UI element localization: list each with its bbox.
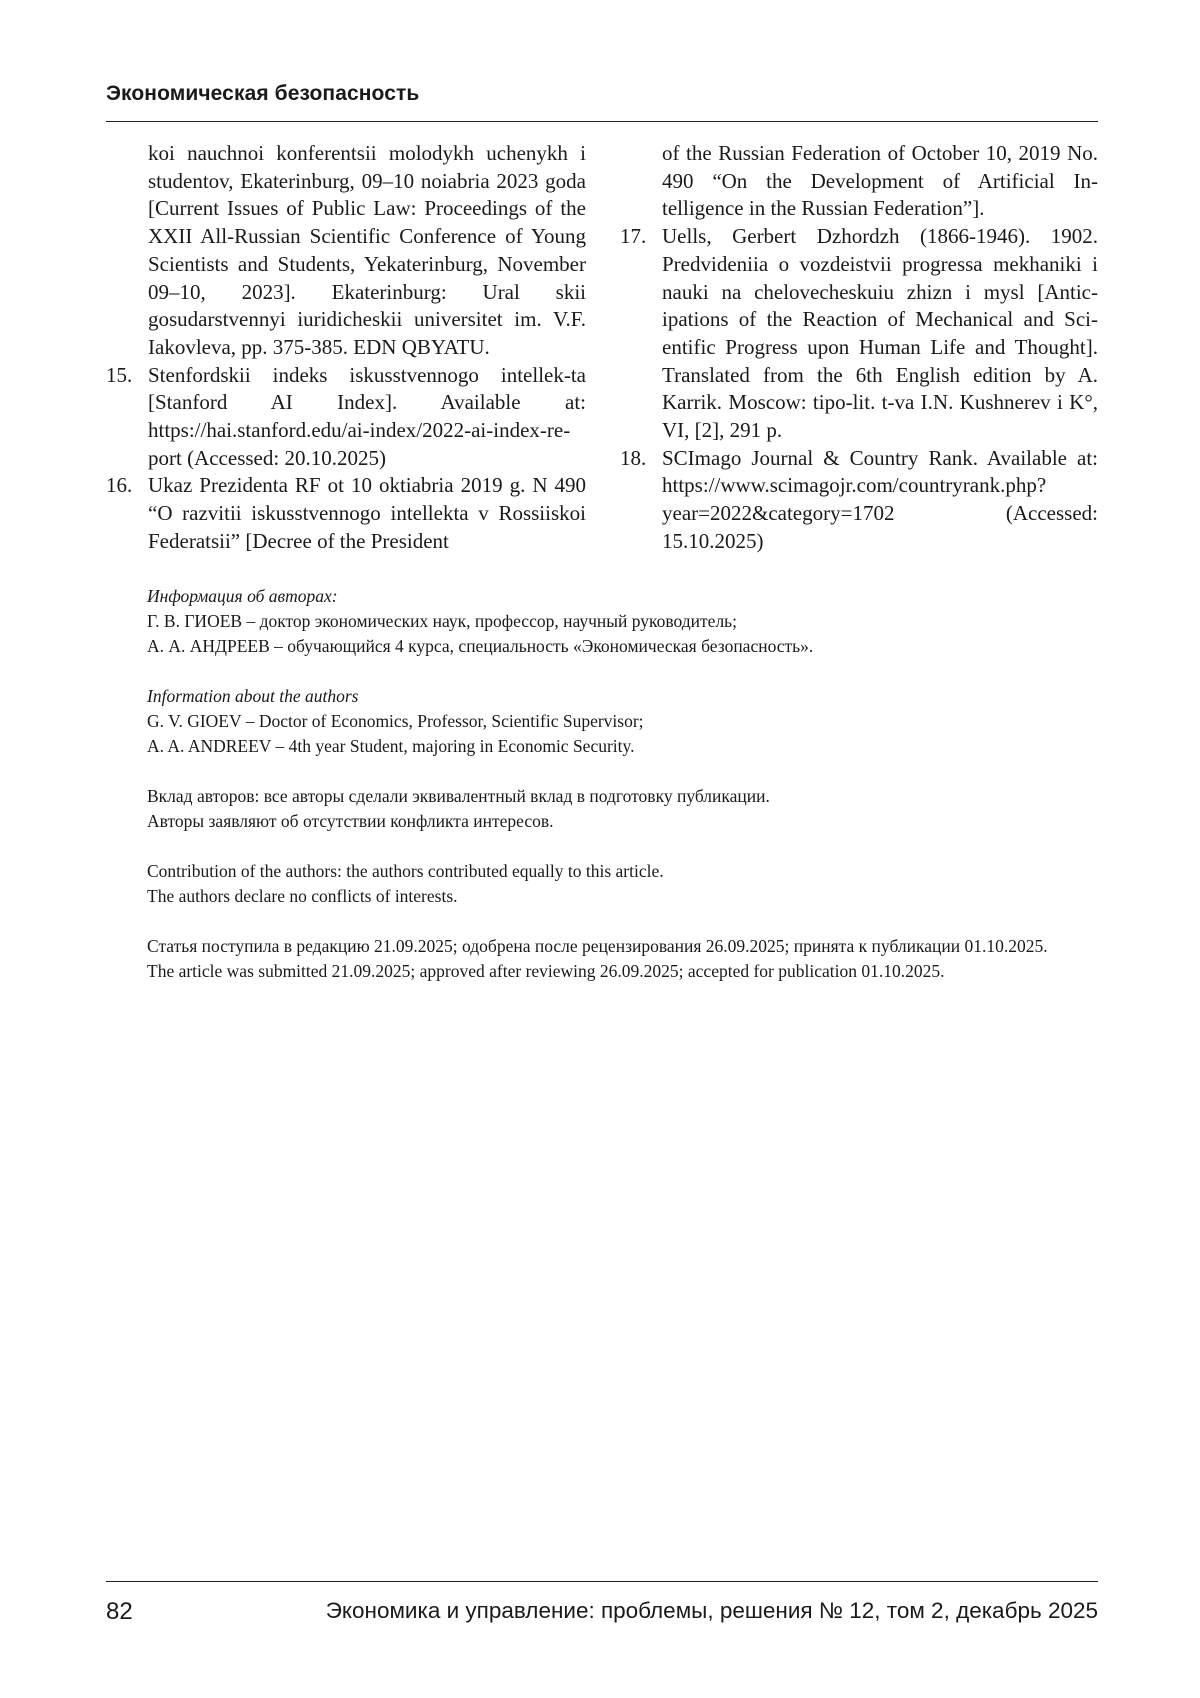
author-gioev-ru: Г. В. ГИОЕВ – доктор экономических наук, профессор, научный руководитель; — [147, 611, 738, 631]
contribution-ru-line: Вклад авторов: все авторы сделали эквивалентный вклад в подготовку публикации. — [147, 786, 770, 806]
authors-info-ru — [147, 584, 1098, 659]
dates-en: The article was submitted 21.09.2025; approved after reviewing 26.09.2025; accepted for publication 01.10.2025. — [147, 961, 945, 981]
reference-item — [620, 223, 1098, 445]
contribution-en — [147, 859, 1098, 909]
reference-item — [106, 472, 586, 555]
reference-item — [620, 140, 1098, 223]
authors-info-ru-heading: Информация об авторах: — [147, 586, 338, 606]
reference-item — [106, 362, 586, 473]
author-gioev-en: G. V. GIOEV – Doctor of Economics, Professor, Scientific Supervisor; — [147, 711, 644, 731]
reference-item — [620, 445, 1098, 556]
reference-text: koi nauchnoi konferentsii molodykh uchenykh i studentov, Ekaterinburg, 09–10 noiabria 2023 goda [Current Issues of Public Law: Proceedings of the XXII All-Russian Scientific Conference of Young Scientists and Students, Yekaterinburg, November 09–10, 2023]. Ekaterinburg: Ural skii gosudarstvennyi iuridicheskii universitet im. V.F. Iakovleva, pp. 375-385. EDN QBYATU. — [148, 141, 586, 359]
reference-text: SCImago Journal & Country Rank. Available at: https://www.scimagojr.com/countryrank.php?year=2022&category=1702 (Accessed: 15.10.2025) — [662, 445, 1098, 553]
reference-text: Ukaz Prezidenta RF ot 10 oktiabria 2019 g. N 490 “O razvitii iskusstvennogo intellekta v Rossiiskoi Federatsii” [Decree of the President — [148, 473, 586, 553]
author-andreev-en: A. A. ANDREEV – 4th year Student, majoring in Economic Security. — [147, 736, 635, 756]
header-rule — [106, 121, 1098, 122]
reference-number: 18. — [620, 445, 647, 470]
reference-number: 15. — [106, 362, 133, 387]
authors-info-en — [147, 684, 1098, 759]
reference-text: of the Russian Federation of October 10, 2019 No. 490 “On the Development of Artificial In-telligence in the Russian Federation”]. — [662, 141, 1098, 221]
article-dates — [147, 934, 1098, 984]
contribution-en-line: Contribution of the authors: the authors contributed equally to this article. — [147, 861, 664, 881]
reference-number: 16. — [106, 473, 133, 498]
author-andreev-ru: А. А. АНДРЕЕВ – обучающийся 4 курса, специальность «Экономическая безопасность». — [147, 636, 814, 656]
page-number: 82 — [106, 1598, 133, 1625]
footer-rule — [106, 1581, 1098, 1582]
running-header-title: Экономическая безопасность — [106, 82, 420, 105]
references-column-left — [106, 140, 586, 556]
journal-footer: Экономика и управление: проблемы, решения № 12, том 2, декабрь 2025 — [325, 1598, 1098, 1623]
references-column-right — [620, 140, 1098, 556]
reference-number: 17. — [620, 224, 647, 249]
conflict-ru-line: Авторы заявляют об отсутствии конфликта интересов. — [147, 811, 554, 831]
reference-item — [106, 140, 586, 362]
reference-text: Stenfordskii indeks iskusstvennogo intellek-ta [Stanford AI Index]. Available at: https://hai.stanford.edu/ai-index/2022-ai-index-re-port (Accessed: 20.10.2025) — [148, 362, 586, 470]
dates-ru: Статья поступила в редакцию 21.09.2025; одобрена после рецензирования 26.09.2025; принята к публикации 01.10.2025. — [147, 936, 1048, 956]
authors-info-en-heading: Information about the authors — [147, 686, 359, 706]
conflict-en-line: The authors declare no conflicts of interests. — [147, 886, 458, 906]
reference-text: Uells, Gerbert Dzhordzh (1866-1946). 1902. Predvideniia o vozdeistvii progressa mekhaniki i nauki na chelovecheskuiu zhizn i mysl [Antic-ipations of the Reaction of Mechanical and Sci-entific Progress upon Human Life and Thought]. Translated from the 6th English edition by A. Karrik. Moscow: tipo-lit. t-va I.N. Kushnerev i K°, VI, [2], 291 p. — [662, 224, 1098, 443]
contribution-ru — [147, 784, 1098, 834]
